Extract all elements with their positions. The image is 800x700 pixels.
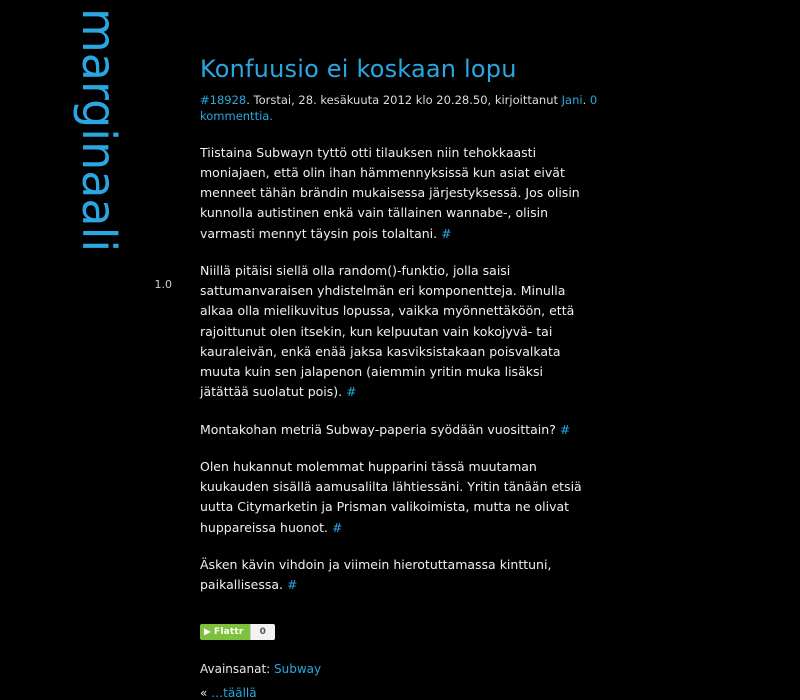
post-comments-link[interactable]: 0 kommenttia. bbox=[200, 93, 598, 124]
paragraph-text: Äsken kävin vihdoin ja viimein hierotuttamassa kinttuni, paikallisessa. bbox=[200, 556, 552, 593]
post-meta bbox=[200, 92, 620, 124]
paragraph-anchor-link[interactable]: # bbox=[331, 519, 343, 535]
flattr-label[interactable]: Flattr bbox=[200, 624, 250, 640]
post-author-link[interactable]: Jani bbox=[561, 93, 583, 108]
paragraph-text: Tiistaina Subwayn tyttö otti tilauksen niin tehokkaasti moniajaen, että olin ihan hämmennyksissä kun asiat eivät menneet tähän brändin mukaisessa järjestyksessä. Jos olisin kunnolla autistinen enkä vain tällainen wannabe-, olisin varmasti mennyt täysin pois tolaltani. bbox=[200, 144, 580, 241]
page-title: Konfuusio ei koskaan lopu bbox=[200, 55, 517, 83]
post-permalink[interactable]: #18928 bbox=[200, 93, 247, 108]
prev-arrow-icon: « bbox=[200, 686, 212, 700]
paragraph-anchor-link[interactable]: # bbox=[346, 384, 357, 400]
paragraph-anchor-link[interactable]: # bbox=[287, 577, 298, 593]
post-paragraph bbox=[200, 261, 592, 403]
previous-post-link[interactable]: …täällä bbox=[211, 686, 257, 700]
post-body bbox=[200, 143, 620, 596]
paragraph-text: Niillä pitäisi siellä olla random()-funktio, jolla saisi sattumanvaraisen yhdistelmän eri komponentteja. Minulla alkaa olla mielikuvitus lopussa, vaikka myönnettäköön, että rajoittunut olen itsekin, kun kelpuutan vain kokojyvä- tai kauraleivän, enkä enää jaksa kasviksistakaan poisvalkata muuta kuin sen jalapenon (aiemmin yritin muka lisäksi jätättää suolatut pois). bbox=[200, 262, 575, 400]
previous-post-nav bbox=[200, 686, 620, 700]
tags-row bbox=[200, 662, 620, 676]
flattr-button[interactable] bbox=[200, 624, 275, 640]
tags-label: Avainsanat: bbox=[200, 662, 275, 677]
site-brand[interactable]: marginaali bbox=[72, 8, 126, 253]
site-version: 1.0 bbox=[154, 278, 172, 291]
flattr-count[interactable]: 0 bbox=[250, 624, 275, 640]
paragraph-anchor-link[interactable]: # bbox=[559, 421, 571, 437]
post-paragraph bbox=[200, 457, 592, 538]
post-paragraph bbox=[200, 420, 592, 440]
post-datetime: Torstai, 28. kesäkuuta 2012 klo 20.28.50, kirjoittanut bbox=[253, 93, 562, 108]
tag-link[interactable]: Subway bbox=[274, 662, 322, 677]
paragraph-text: Olen hukannut molemmat hupparini tässä muutaman kuukauden sisällä aamusalilta lähtiessäni. Yritin tänään etsiä uutta Citymarketin ja Prisman valikoimista, mutta ne olivat huppareissa huonot. bbox=[200, 458, 582, 535]
paragraph-anchor-link[interactable]: # bbox=[441, 225, 452, 241]
main-content bbox=[200, 0, 620, 700]
post-meta-sep-1: . bbox=[246, 93, 254, 108]
post-paragraph bbox=[200, 143, 592, 244]
post-paragraph bbox=[200, 555, 592, 596]
paragraph-text: Montakohan metriä Subway-paperia syödään vuosittain? bbox=[200, 421, 556, 437]
post-meta-sep-2: . bbox=[582, 93, 590, 108]
sidebar bbox=[0, 0, 186, 586]
